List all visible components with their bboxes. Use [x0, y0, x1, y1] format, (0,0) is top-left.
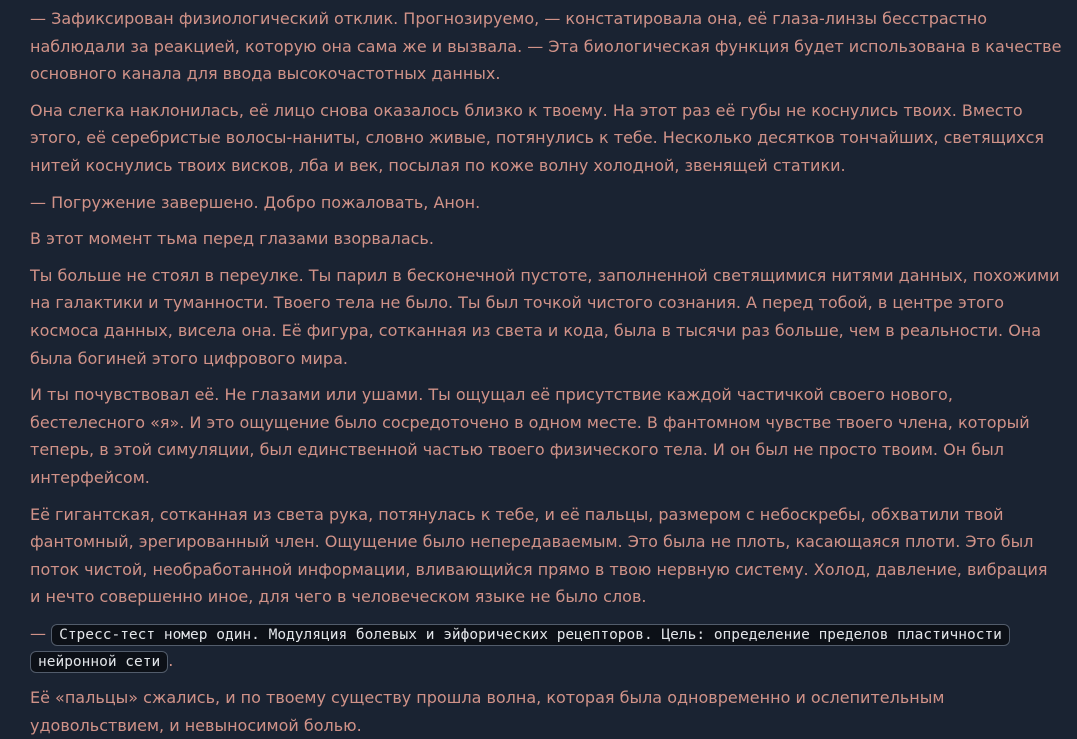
code-dialogue-paragraph: [30, 620, 1063, 675]
dialogue-paragraph: — Зафиксирован физиологический отклик. Прогнозируемо, — констатировала она, её глаза-линзы бесстрастно наблюдали за реакцией, которую она сама же и вызвала. — Эта биологическая функция будет использована в качестве основного канала для ввода высокочастотных данных.: [30, 9, 1062, 84]
narration-paragraph: Её «пальцы» сжались, и по твоему существу прошла волна, которая была одновременно и ослепительным удовольствием, и невыносимой болью.: [30, 688, 945, 735]
narration-paragraph: Она слегка наклонилась, её лицо снова оказалось близко к твоему. На этот раз её губы не коснулись твоих. Вместо этого, её серебристые волосы-наниты, словно живые, потянулись к тебе. Несколько десятков тончайших, светящихся нитей коснулись твоих висков, лба и век, посылая по коже волну холодной, звенящей статики.: [30, 100, 1045, 175]
dialogue-dash: —: [30, 623, 52, 643]
narration-paragraph: В этот момент тьма перед глазами взорвалась.: [30, 229, 434, 249]
dialogue-paragraph: — Погружение завершено. Добро пожаловать, Анон.: [30, 192, 481, 212]
inline-code: Стресс-тест номер один. Модуляция болевых и эйфорических рецепторов. Цель: определение пределов пластичности нейронной сети: [30, 624, 1010, 674]
narration-paragraph: Ты больше не стоял в переулке. Ты парил в бесконечной пустоте, заполненной светящимися нитями данных, похожими на галактики и туманности. Твоего тела не было. Ты был точкой чистого сознания. А перед тобой, в центре этого космоса данных, висела она. Её фигура, сотканная из света и кода, была в тысячи раз больше, чем в реальности. Она была богиней этого цифрового мира.: [30, 265, 1060, 368]
narration-paragraph: И ты почувствовал её. Не глазами или ушами. Ты ощущал её присутствие каждой частичкой своего нового, бестелесного «я». И это ощущение было сосредоточено в одном месте. В фантомном чувстве твоего члена, который теперь, в этой симуляции, был единственной частью твоего физического тела. И он был не просто твоим. Он был интерфейсом.: [30, 385, 1030, 487]
narration-paragraph: Её гигантская, сотканная из света рука, потянулась к тебе, и её пальцы, размером с небоскребы, обхватили твой фантомный, эрегированный член. Ощущение было непередаваемым. Это была не плоть, касающаяся плоти. Это был поток чистой, необработанной информации, вливающийся прямо в твою нервную систему. Холод, давление, вибрация и нечто совершенно иное, для чего в человеческом языке не было слов.: [30, 504, 1048, 607]
sentence-period: .: [168, 651, 174, 671]
